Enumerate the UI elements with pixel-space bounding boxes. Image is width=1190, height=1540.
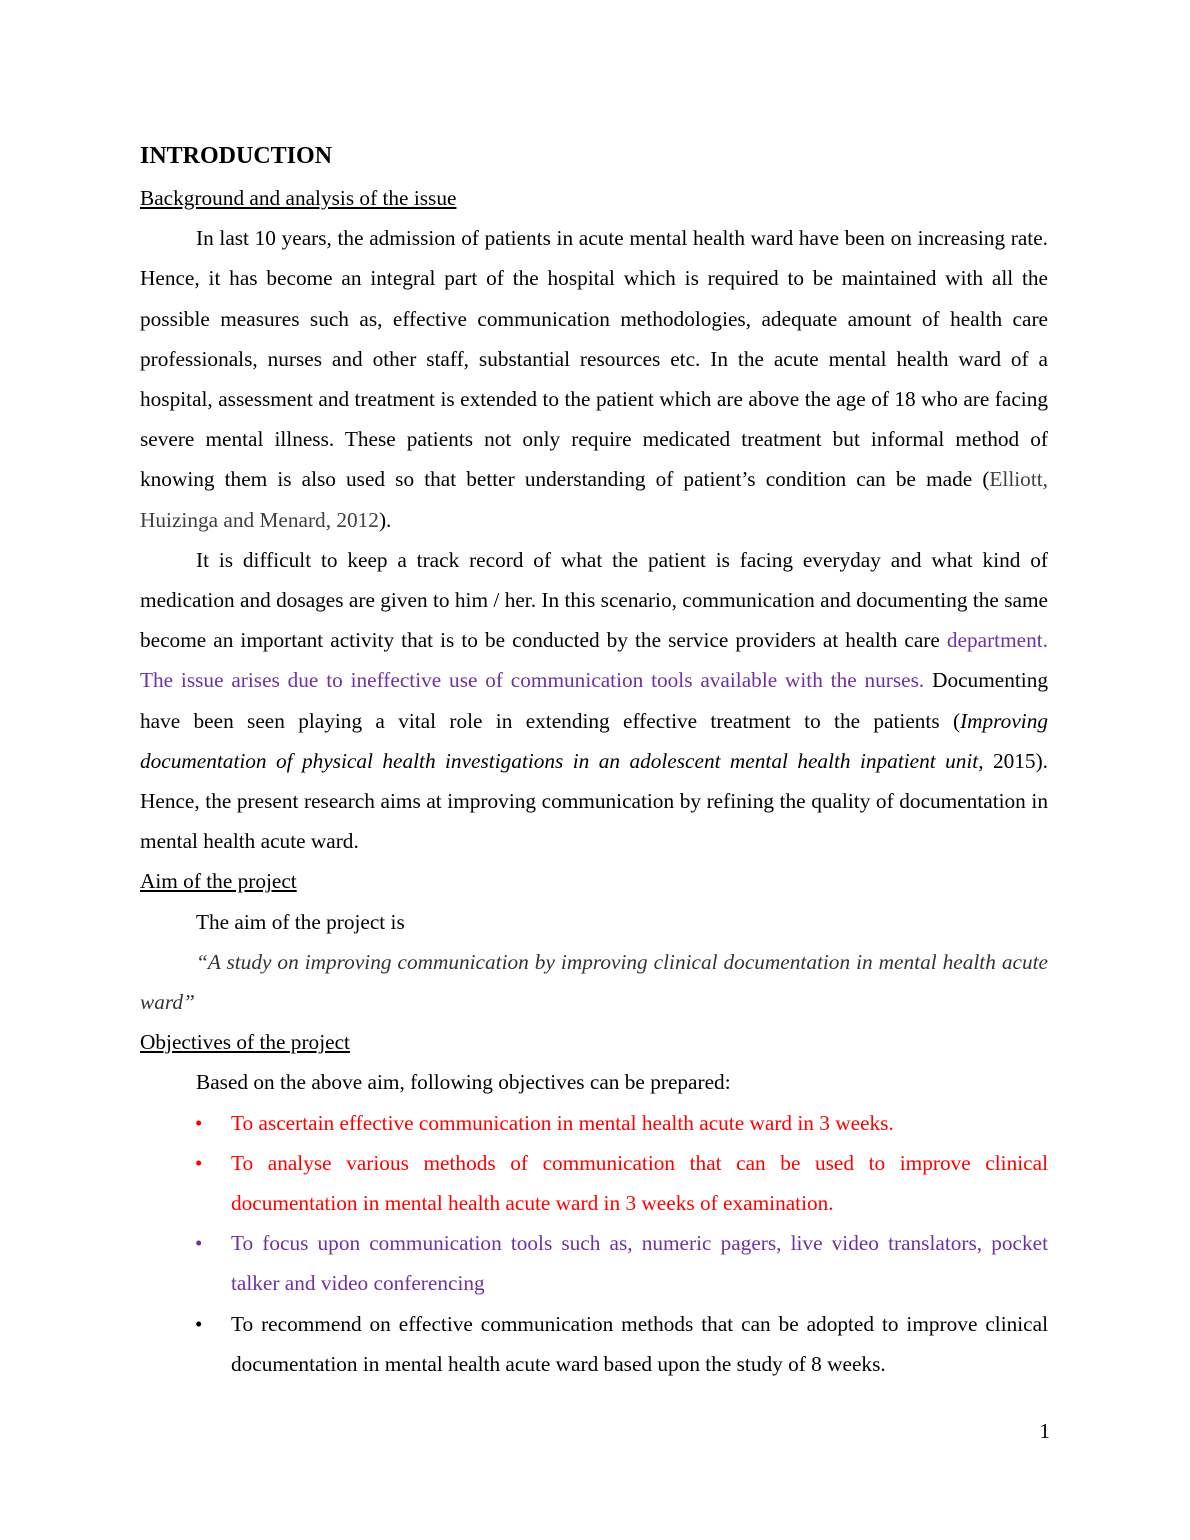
bullet-icon: •: [195, 1110, 203, 1135]
paragraph-text-continued: Documenting have been seen playing a vital role in extending effective treatment to the patients (: [140, 668, 1048, 733]
subheading-objectives: Objectives of the project: [140, 1030, 350, 1055]
objective-text: To ascertain effective communication in mental health acute ward in 3 weeks.: [231, 1110, 894, 1135]
page-number: 1: [1039, 1419, 1050, 1443]
objective-item: [140, 1304, 1048, 1384]
objectives-intro: Based on the above aim, following objectives can be prepared:: [196, 1070, 731, 1095]
bullet-icon: •: [195, 1311, 203, 1336]
heading-introduction: INTRODUCTION: [140, 143, 333, 169]
page-content: [140, 139, 1048, 1384]
citation-title: Improving documentation of physical health investigations in an adolescent mental health inpatient unit: [140, 708, 1048, 773]
paragraph-end: ).: [378, 507, 392, 532]
paragraph-text: It is difficult to keep a track record of what the patient is facing everyday and what kind of medication and dosages are given to him / her. In this scenario, communication and documenting the same become an important activity that is to be conducted by the service providers at health care: [140, 547, 1048, 653]
aim-quote: “A study on improving communication by improving clinical documentation in mental health acute ward”: [140, 949, 1048, 1015]
objective-item: [140, 1223, 1048, 1303]
paragraph-background-2: [140, 540, 1048, 862]
citation-elliott: Elliott, Huizinga and Menard, 2012: [140, 467, 1048, 532]
objective-text: To focus upon communication tools such as, numeric pagers, live video translators, pocket talker and video conferencing: [231, 1231, 1048, 1296]
subheading-aim: Aim of the project: [140, 869, 297, 894]
paragraph-end: ). Hence, the present research aims at improving communication by refining the quality of documentation in mental health acute ward.: [140, 748, 1048, 854]
objective-item: [140, 1103, 1048, 1143]
objective-item: [140, 1143, 1048, 1223]
objective-text: To analyse various methods of communication that can be used to improve clinical documentation in mental health acute ward in 3 weeks of examination.: [231, 1150, 1048, 1216]
objectives-list: [140, 1103, 1048, 1384]
bullet-icon: •: [195, 1231, 203, 1256]
bullet-icon: •: [195, 1150, 203, 1175]
paragraph-background-1: [140, 218, 1048, 540]
highlighted-issue: department. The issue arises due to ineffective use of communication tools available with the nurses.: [140, 628, 1048, 693]
citation-year: , 2015: [978, 748, 1036, 773]
objective-text: To recommend on effective communication methods that can be adopted to improve clinical documentation in mental health acute ward based upon the study of 8 weeks.: [231, 1311, 1048, 1376]
aim-intro: The aim of the project is: [196, 909, 405, 934]
paragraph-text: In last 10 years, the admission of patients in acute mental health ward have been on increasing rate. Hence, it has become an integral part of the hospital which is required to be maintained with all the possible measures such as, effective communication methodologies, adequate amount of health care professionals, nurses and other staff, substantial resources etc. In the acute mental health ward of a hospital, assessment and treatment is extended to the patient which are above the age of 18 who are facing severe mental illness. These patients not only require medicated treatment but informal method of knowing them is also used so that better understanding of patient’s condition can be made (: [140, 226, 1048, 492]
subheading-background: Background and analysis of the issue: [140, 186, 457, 210]
